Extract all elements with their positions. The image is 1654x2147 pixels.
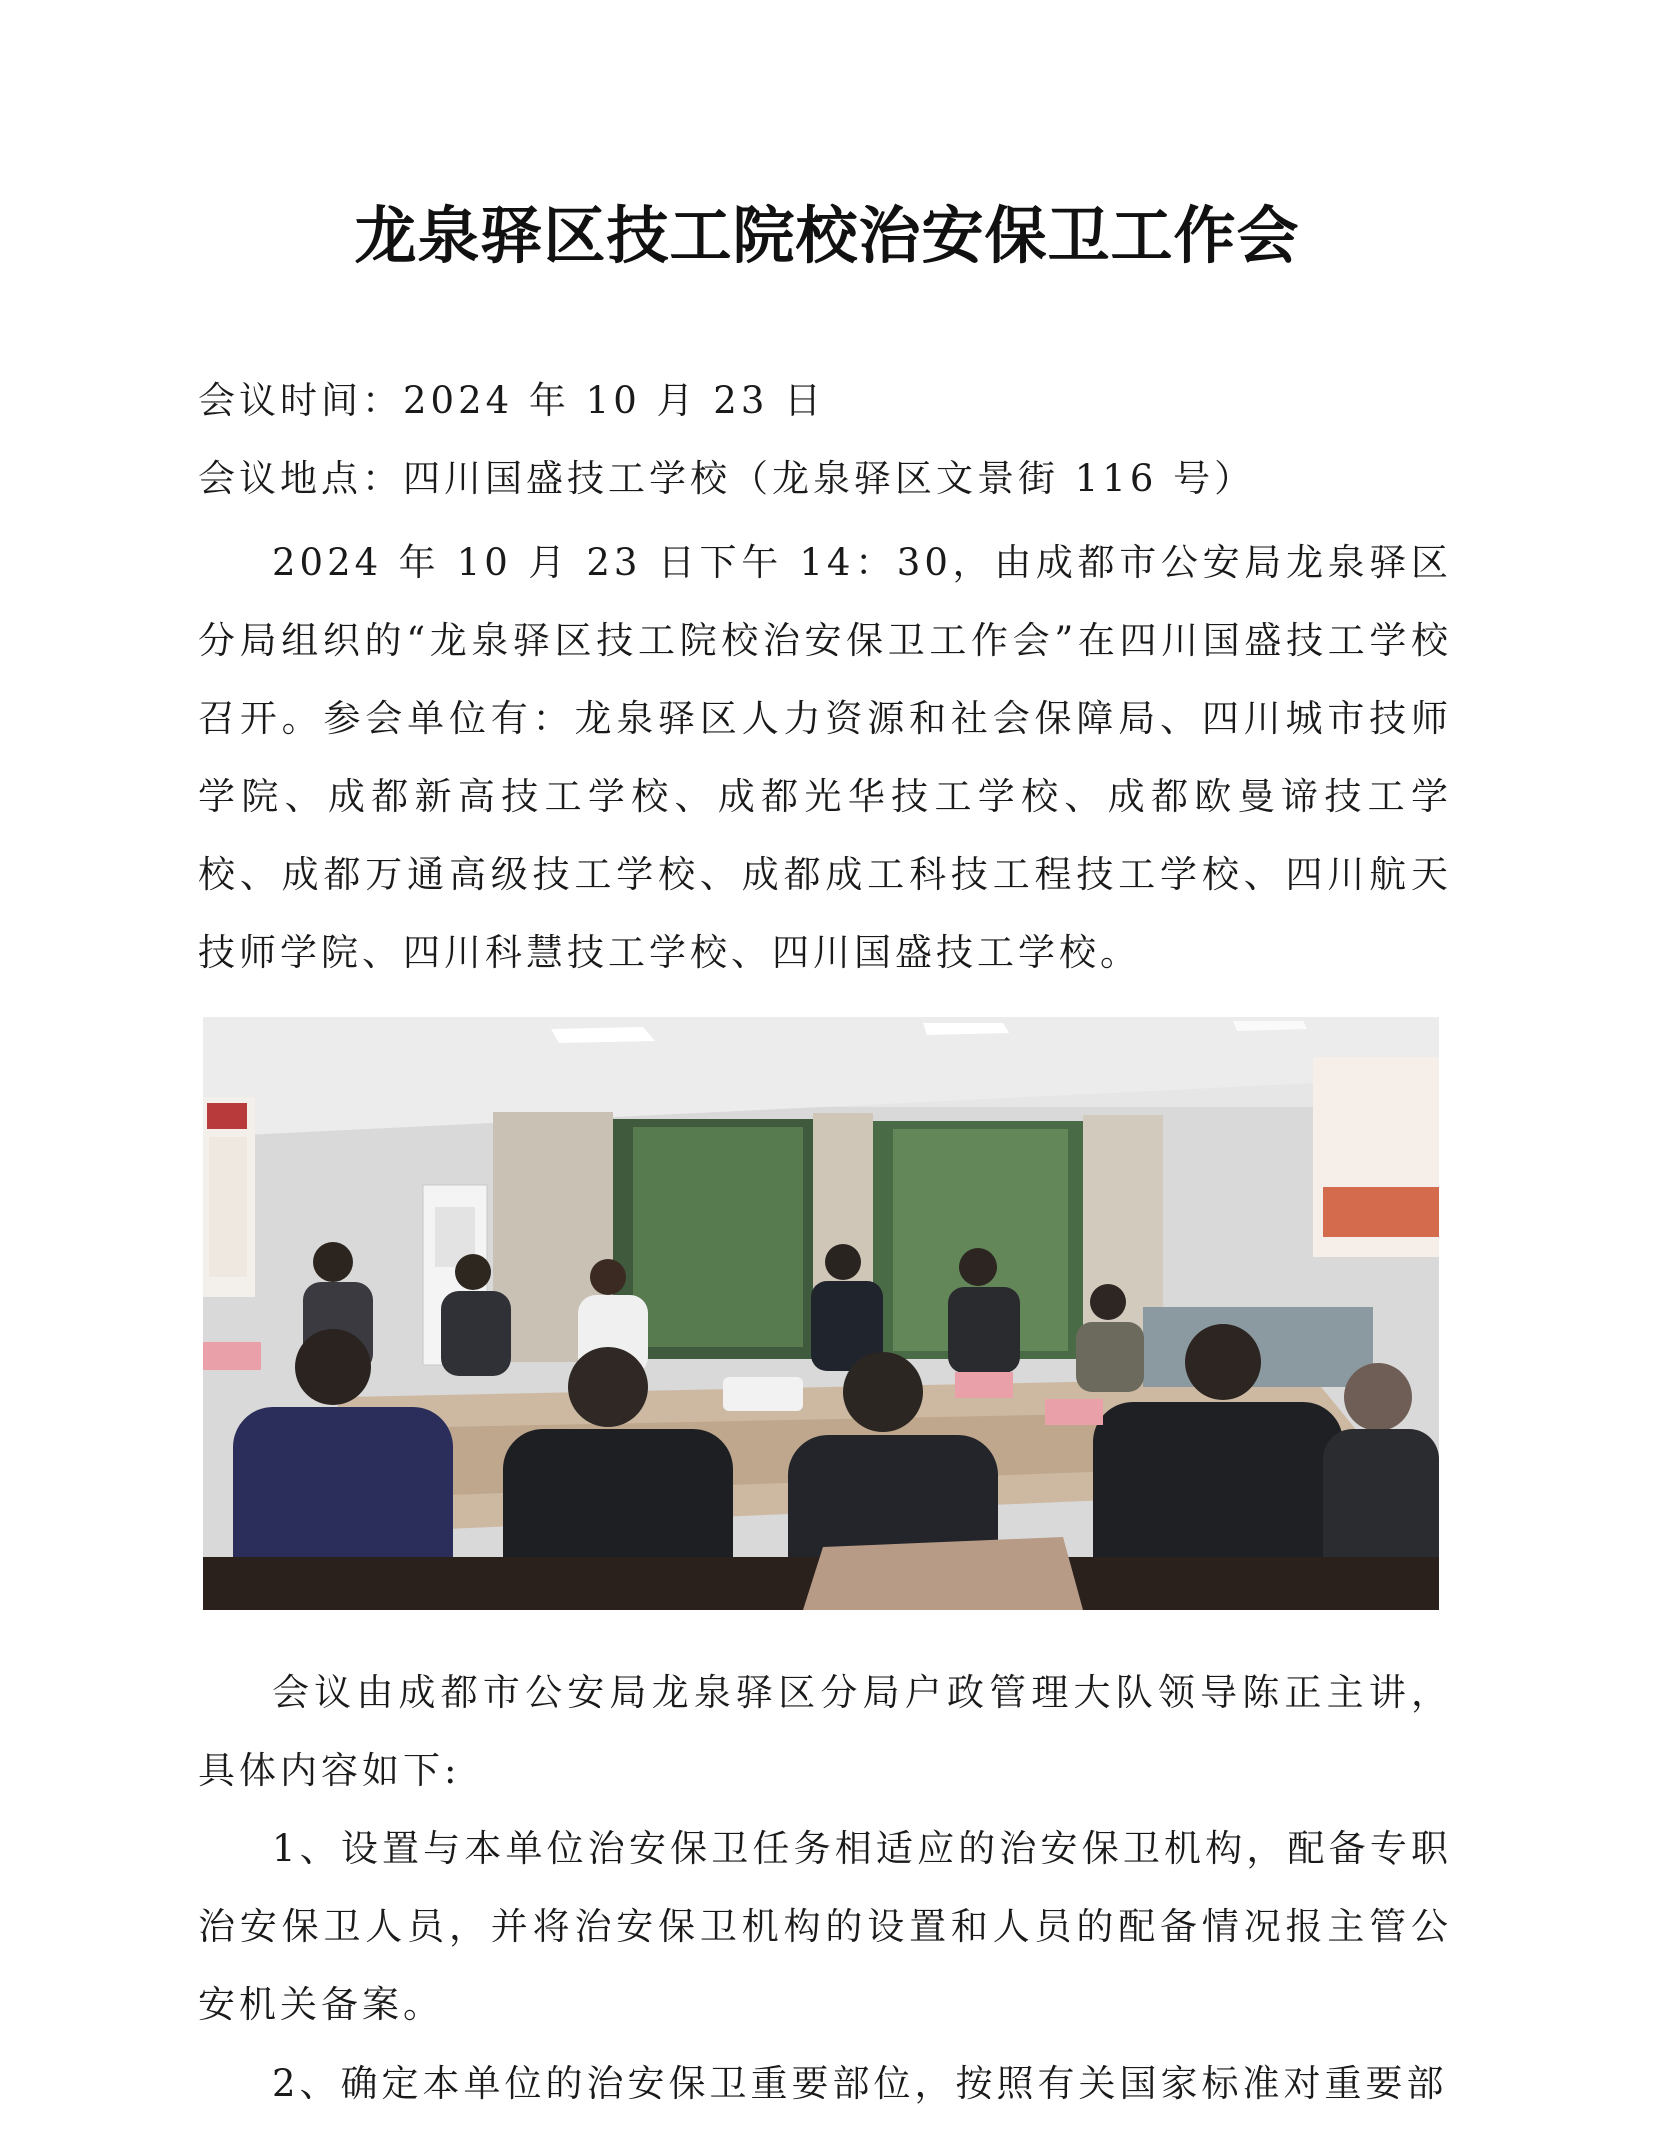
document-title: 龙泉驿区技工院校治安保卫工作会 [354, 199, 1300, 272]
paragraph: 1、设置与本单位治安保卫任务相适应的治安保卫机构，配备专职治安保卫人员，并将治安保卫机构的设置和人员的配备情况报主管公安机关备案。 [198, 1827, 1452, 2026]
meeting-meta [198, 362, 1452, 518]
item-2-paragraph [198, 2045, 1452, 2123]
meeting-time: 会议时间：2024 年 10 月 23 日 [198, 379, 826, 422]
intro-paragraph [198, 524, 1452, 992]
paragraph: 会议由成都市公安局龙泉驿区分局户政管理大队领导陈正主讲，具体内容如下: [198, 1671, 1452, 1792]
paragraph: 2、确定本单位的治安保卫重要部位，按照有关国家标准对重要部 [272, 2062, 1448, 2105]
meeting-photo [203, 1017, 1439, 1610]
paragraph: 2024 年 10 月 23 日下午 14：30，由成都市公安局龙泉驿区分局组织的“龙泉驿区技工院校治安保卫工作会”在四川国盛技工学校召开。参会单位有：龙泉驿区人力资源和社会保障局、四川城市技师学院、成都新高技工学校、成都光华技工学校、成都欧曼谛技工学校、成都万通高级技工学校、成都成工科技工程技工学校、四川航天技师学院、四川科慧技工学校、四川国盛技工学校。 [198, 541, 1452, 974]
item-1-paragraph [198, 1810, 1452, 2044]
meeting-place: 会议地点：四川国盛技工学校（龙泉驿区文景街 116 号） [198, 457, 1256, 500]
speaker-paragraph [198, 1654, 1452, 1810]
